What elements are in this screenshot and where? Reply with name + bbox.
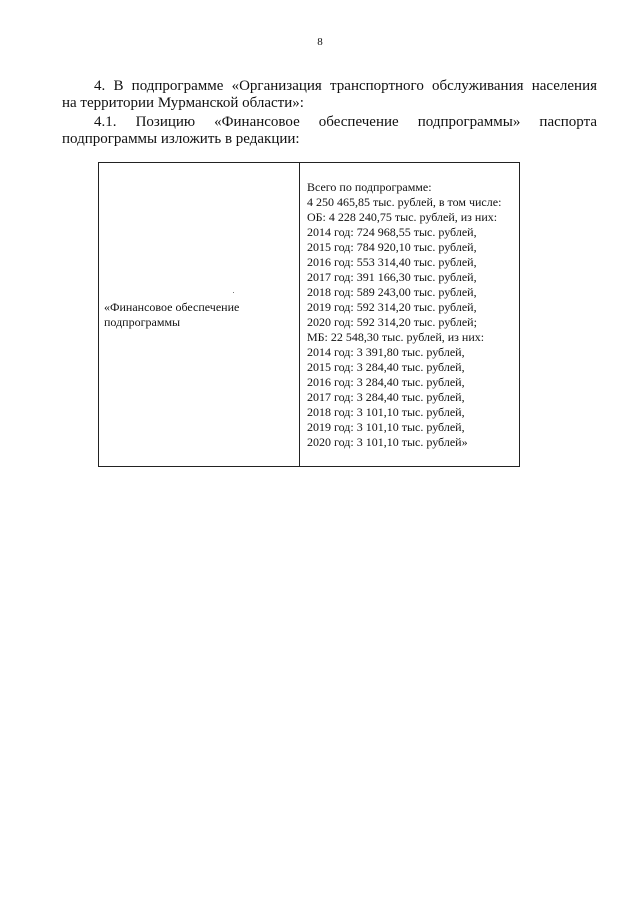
- financing-label-cell: «Финансовое обеспечение подпрограммы: [99, 163, 300, 467]
- page-number: 8: [317, 36, 323, 48]
- financing-line: 2017 год: 391 166,30 тыс. рублей,: [307, 269, 477, 284]
- financing-line: МБ: 22 548,30 тыс. рублей, из них:: [307, 329, 485, 344]
- financing-line: 4 250 465,85 тыс. рублей, в том числе:: [307, 194, 502, 209]
- financing-line: 2015 год: 3 284,40 тыс. рублей,: [307, 359, 465, 374]
- financing-line: Всего по подпрограмме:: [307, 179, 432, 194]
- paragraph-line: 4.1. Позицию «Финансовое обеспечение подпрограммы» паспорта: [94, 114, 597, 130]
- financing-line: 2015 год: 784 920,10 тыс. рублей,: [307, 239, 477, 254]
- financing-line: 2020 год: 592 314,20 тыс. рублей;: [307, 314, 477, 329]
- table-row: [99, 163, 520, 467]
- paragraph-line: 4. В подпрограмме «Организация транспортного обслуживания населения: [94, 78, 597, 94]
- financing-line: 2014 год: 3 391,80 тыс. рублей,: [307, 344, 465, 359]
- financing-line: 2020 год: 3 101,10 тыс. рублей»: [307, 434, 468, 449]
- financing-values-cell: [300, 163, 520, 467]
- financing-line: 2018 год: 3 101,10 тыс. рублей,: [307, 404, 465, 419]
- financing-line: ОБ: 4 228 240,75 тыс. рублей, из них:: [307, 209, 498, 224]
- scan-artifact: [233, 292, 234, 293]
- financing-line: 2014 год: 724 968,55 тыс. рублей,: [307, 224, 477, 239]
- paragraph-amendment-4-1: [62, 114, 597, 148]
- financing-line: 2016 год: 553 314,40 тыс. рублей,: [307, 254, 477, 269]
- financing-table: [98, 162, 520, 467]
- paragraph-line: подпрограммы изложить в редакции:: [62, 131, 300, 147]
- financing-line: 2017 год: 3 284,40 тыс. рублей,: [307, 389, 465, 404]
- paragraph-line: на территории Мурманской области»:: [62, 95, 304, 111]
- financing-line: 2016 год: 3 284,40 тыс. рублей,: [307, 374, 465, 389]
- financing-line: 2019 год: 3 101,10 тыс. рублей,: [307, 419, 465, 434]
- financing-line: 2019 год: 592 314,20 тыс. рублей,: [307, 299, 477, 314]
- paragraph-amendment-4: [62, 78, 597, 112]
- financing-line: 2018 год: 589 243,00 тыс. рублей,: [307, 284, 477, 299]
